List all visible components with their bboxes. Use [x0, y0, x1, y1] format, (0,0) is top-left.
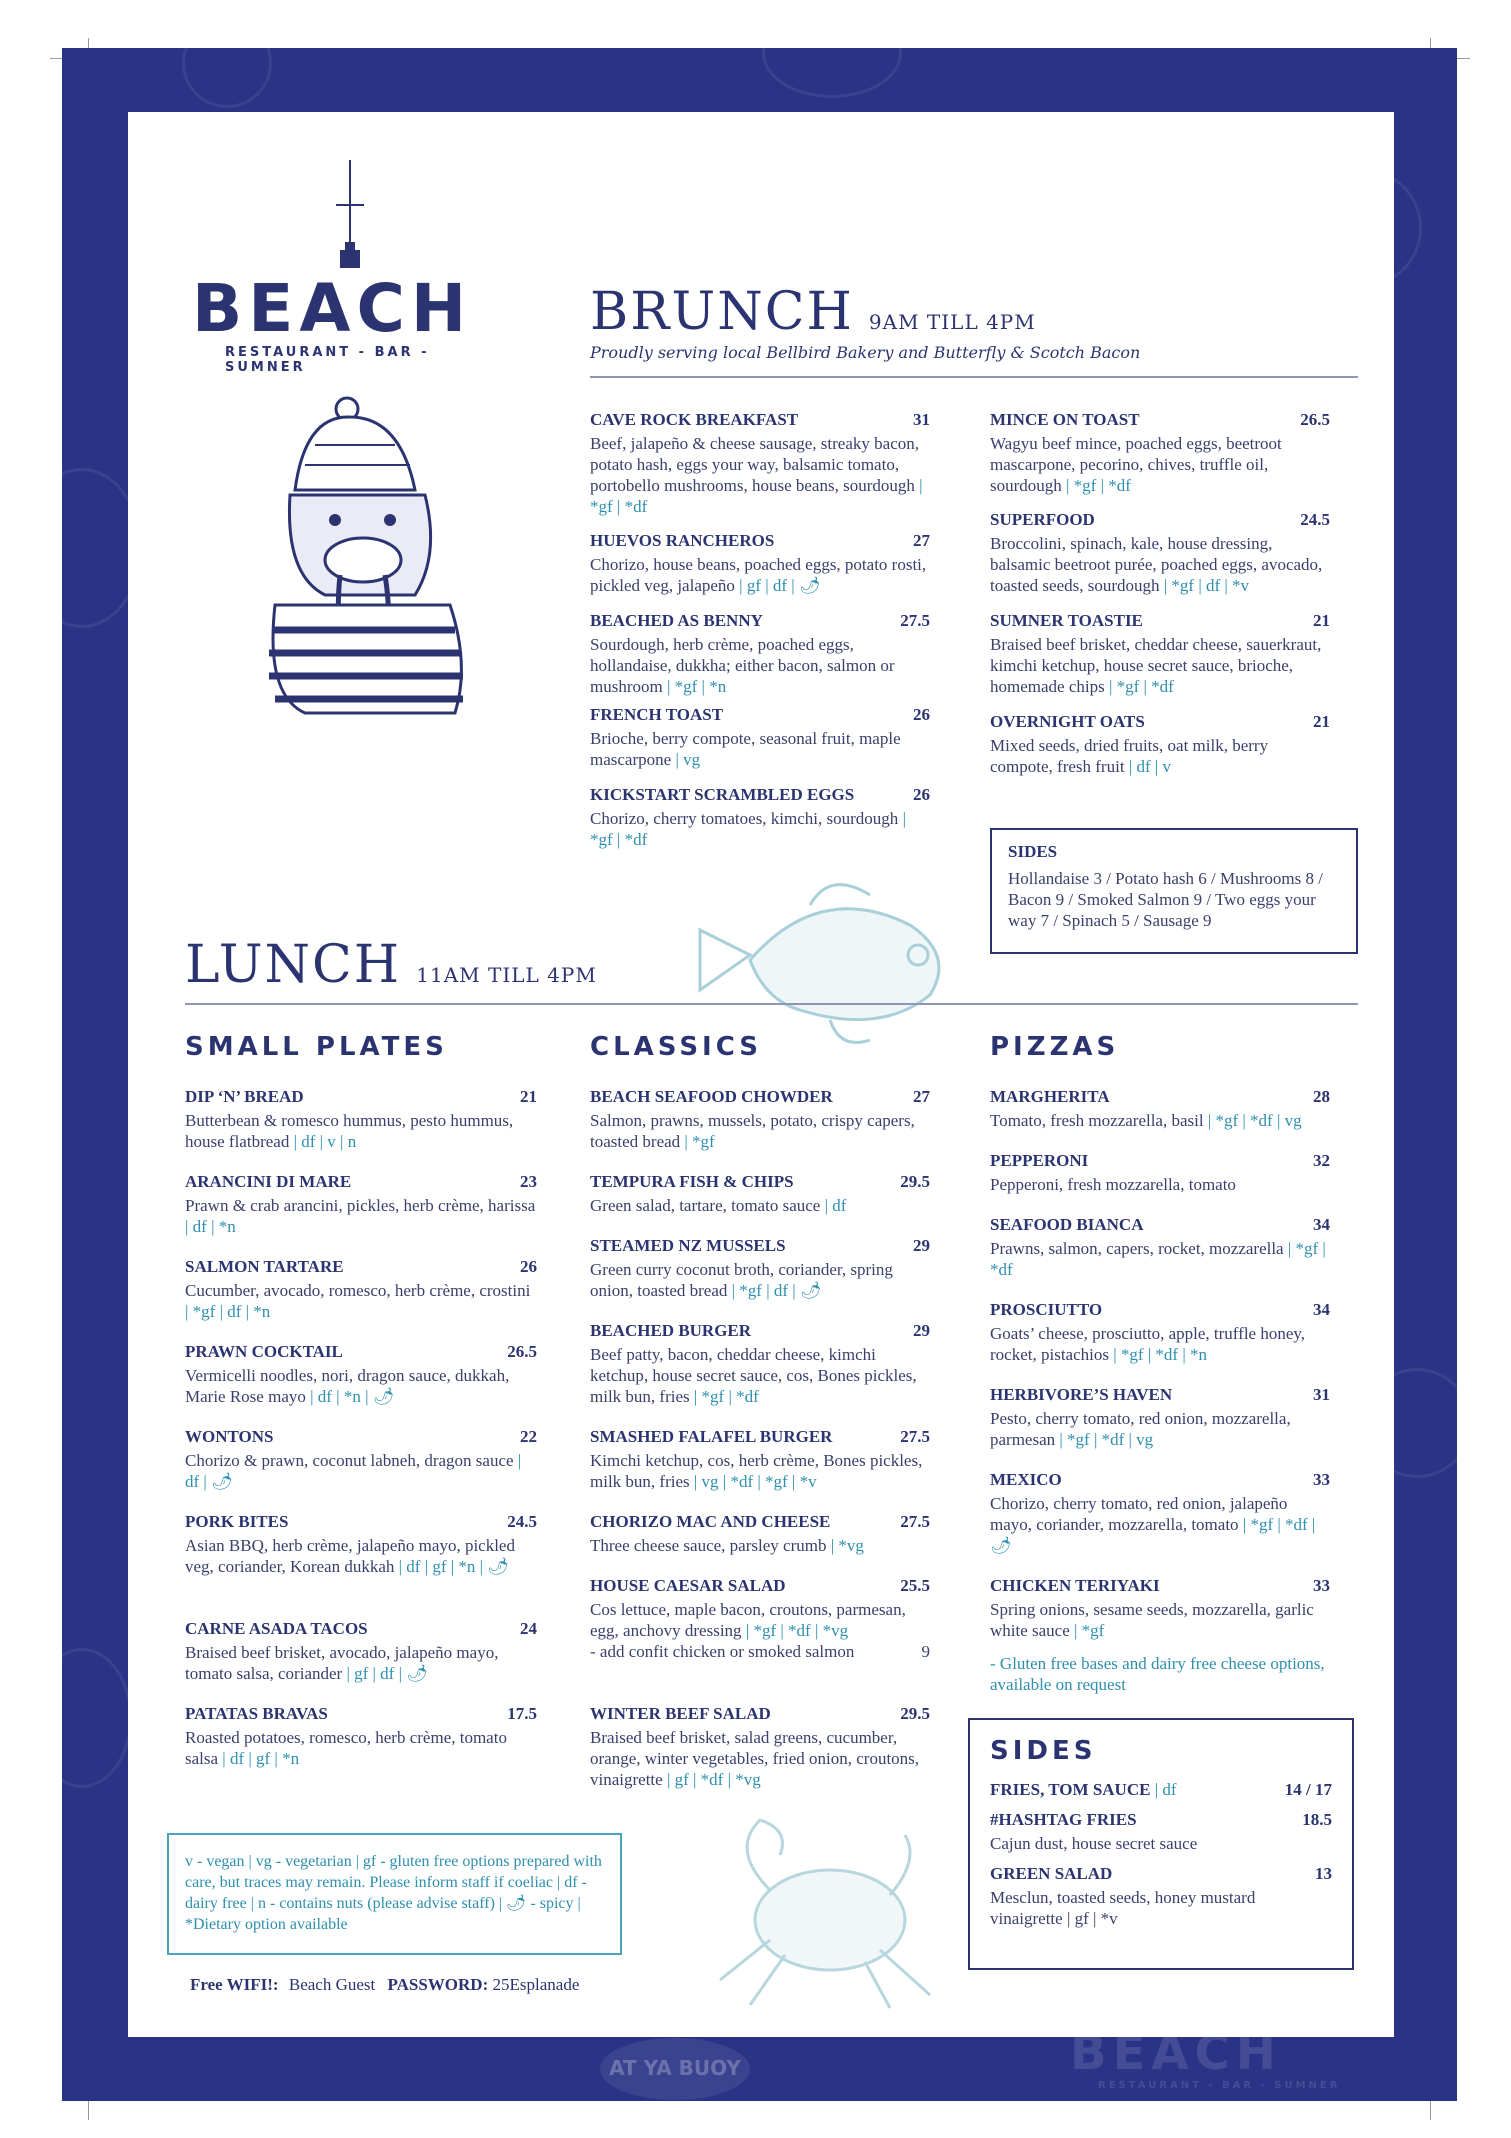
item-price: 25.5: [900, 1576, 930, 1595]
item-desc: Spring onions, sesame seeds, mozzarella, garlic white sauce: [990, 1600, 1314, 1640]
menu-item: [590, 1576, 930, 1662]
item-price: 24: [520, 1619, 537, 1638]
menu-item: [590, 785, 930, 850]
dietary-tags: | *gf: [1074, 1621, 1105, 1640]
item-name: #HASHTAG FRIES: [990, 1810, 1137, 1829]
brunch-tagline: Proudly serving local Bellbird Bakery and Butterfly & Scotch Bacon: [590, 343, 1141, 362]
menu-item: [990, 1385, 1330, 1450]
brunch-header: [590, 282, 1350, 342]
dietary-tags: | *gf | *df: [590, 809, 906, 849]
brunch-title: BRUNCH: [590, 282, 854, 342]
item-desc: Chorizo, cherry tomatoes, kimchi, sourdough: [590, 809, 899, 828]
item-name: OVERNIGHT OATS: [990, 712, 1145, 731]
dietary-tags: | vg: [675, 750, 701, 769]
dietary-tags: | *gf: [684, 1132, 715, 1151]
menu-item: [590, 611, 930, 697]
menu-item: [990, 410, 1330, 496]
menu-item: [590, 705, 930, 770]
item-name: CAVE ROCK BREAKFAST: [590, 410, 799, 429]
item-price: 26.5: [507, 1342, 537, 1361]
menu-item: [590, 1172, 930, 1216]
item-desc: Pepperoni, fresh mozzarella, tomato: [990, 1175, 1236, 1194]
item-desc: Brioche, berry compote, seasonal fruit, maple mascarpone: [590, 729, 901, 769]
menu-item: [185, 1512, 537, 1577]
dietary-tags: | *gf | df | 🌶: [731, 1281, 822, 1300]
logo-wordmark: BEACH: [192, 270, 473, 347]
menu-item: [590, 410, 930, 517]
addon-price: 9: [921, 1642, 930, 1661]
item-desc: Chorizo, cherry tomato, red onion, jalapeño mayo, coriander, mozzarella, tomato: [990, 1494, 1288, 1534]
mast-icon: [330, 160, 370, 270]
item-name: HUEVOS RANCHEROS: [590, 531, 775, 550]
item-desc: Cajun dust, house secret sauce: [990, 1834, 1198, 1853]
item-name: FRENCH TOAST: [590, 705, 724, 724]
pizzas-title: PIZZAS: [990, 1032, 1120, 1062]
dietary-tags: | df | v: [1128, 757, 1172, 776]
menu-item: [185, 1704, 537, 1769]
dietary-tags: | *gf | df | *n: [185, 1302, 271, 1321]
item-price: 26.5: [1300, 410, 1330, 429]
item-name: HOUSE CAESAR SALAD: [590, 1576, 786, 1595]
dietary-legend: v - vegan | vg - vegetarian | gf - gluten free options prepared with care, but traces may remain. Please inform staff if coeliac | df - dairy free | n - contains nuts (please advise staff) | 🌶 - spicy | *Dietary option available: [185, 1853, 602, 1933]
item-price: 27.5: [900, 1512, 930, 1531]
item-desc: Braised beef brisket, cheddar cheese, sauerkraut, kimchi ketchup, house secret sauce, brioche, homemade chips: [990, 635, 1322, 696]
footer-logo: BEACH: [1070, 2025, 1282, 2081]
menu-item: [590, 1427, 930, 1492]
brunch-sides-box: [990, 828, 1358, 954]
item-name: KICKSTART SCRAMBLED EGGS: [590, 785, 855, 804]
item-desc: Mixed seeds, dried fruits, oat milk, berry compote, fresh fruit: [990, 736, 1269, 776]
menu-item: [990, 1470, 1330, 1556]
item-desc: Roasted potatoes, romesco, herb crème, tomato salsa: [185, 1728, 507, 1768]
item-price: 21: [520, 1087, 537, 1106]
item-price: 29: [913, 1321, 930, 1340]
item-name: GREEN SALAD: [990, 1864, 1113, 1883]
item-price: 22: [520, 1427, 537, 1446]
addon-text: - add confit chicken or smoked salmon: [590, 1642, 855, 1661]
pizza-gluten-note: - Gluten free bases and dairy free cheese options, available on request: [990, 1654, 1325, 1694]
item-desc: Mesclun, toasted seeds, honey mustard vinaigrette | gf | *v: [990, 1888, 1256, 1928]
wifi-password-label: PASSWORD:: [387, 1975, 489, 1994]
item-desc: Cucumber, avocado, romesco, herb crème, crostini: [185, 1281, 531, 1300]
item-desc: Asian BBQ, herb crème, jalapeño mayo, pickled veg, coriander, Korean dukkah: [185, 1536, 515, 1576]
wifi-password: 25Esplanade: [492, 1975, 580, 1994]
item-price: 28: [1313, 1087, 1330, 1106]
sides-list: Hollandaise 3 / Potato hash 6 / Mushrooms 8 / Bacon 9 / Smoked Salmon 9 / Two eggs your way 7 / Spinach 5 / Sausage 9: [1008, 869, 1323, 930]
menu-item: [990, 712, 1330, 777]
item-price: 29: [913, 1236, 930, 1255]
item-price: 27: [913, 1087, 930, 1106]
dietary-tags: | *gf | *df | 🌶: [990, 1515, 1316, 1555]
buoy-badge: AT YA BUOY: [600, 2038, 750, 2100]
item-price: 13: [1315, 1864, 1332, 1883]
item-price: 29.5: [900, 1172, 930, 1191]
lunch-time: 11AM TILL 4PM: [416, 963, 597, 987]
item-price: 21: [1313, 712, 1330, 731]
item-price: 27.5: [900, 1427, 930, 1446]
item-name: ARANCINI DI MARE: [185, 1172, 352, 1191]
crab-illustration: [690, 1810, 960, 2010]
menu-item: [990, 611, 1330, 697]
menu-item: [990, 1215, 1330, 1280]
logo-subtitle: RESTAURANT - BAR - SUMNER: [225, 345, 430, 375]
item-desc: Beef patty, bacon, cheddar cheese, kimchi ketchup, house secret sauce, cos, Bones pickles, milk bun, fries: [590, 1345, 917, 1406]
item-desc: Wagyu beef mince, poached eggs, beetroot mascarpone, pecorino, chives, truffle oil, sourdough: [990, 434, 1282, 495]
lunch-title: LUNCH: [185, 935, 402, 995]
item-name: SUPERFOOD: [990, 510, 1095, 529]
item-desc: Pesto, cherry tomato, red onion, mozzarella, parmesan: [990, 1409, 1291, 1449]
item-desc: Broccolini, spinach, kale, house dressing, balsamic beetroot purée, poached eggs, avocado, toasted seeds, sourdough: [990, 534, 1323, 595]
lunch-header: [185, 935, 885, 995]
item-name: CHICKEN TERIYAKI: [990, 1576, 1160, 1595]
small-plates-title: SMALL PLATES: [185, 1032, 448, 1062]
item-price: 24.5: [1300, 510, 1330, 529]
dietary-tags: | df | gf | *n: [222, 1749, 300, 1768]
dietary-tags: | df: [1154, 1780, 1177, 1799]
menu-item: [185, 1342, 537, 1407]
item-desc: Salmon, prawns, mussels, potato, crispy capers, toasted bread: [590, 1111, 915, 1151]
item-name: STEAMED NZ MUSSELS: [590, 1236, 786, 1255]
dietary-tags: | *gf | *df: [990, 1239, 1326, 1279]
item-name: SUMNER TOASTIE: [990, 611, 1143, 630]
item-desc: Vermicelli noodles, nori, dragon sauce, dukkah, Marie Rose mayo: [185, 1366, 510, 1406]
item-name: WONTONS: [185, 1427, 274, 1446]
menu-item: [590, 1512, 930, 1556]
item-desc: Goats’ cheese, prosciutto, apple, truffle honey, rocket, pistachios: [990, 1324, 1306, 1364]
menu-item: [590, 1236, 930, 1301]
dietary-tags: | gf | df | 🌶: [739, 576, 821, 595]
menu-item: [990, 1151, 1330, 1195]
item-name: BEACHED BURGER: [590, 1321, 752, 1340]
dietary-tags: | df | 🌶: [185, 1451, 522, 1491]
item-name: WINTER BEEF SALAD: [590, 1704, 771, 1723]
walrus-illustration: [265, 395, 480, 715]
sides-title: SIDES: [1008, 842, 1058, 861]
item-name: MARGHERITA: [990, 1087, 1110, 1106]
item-name: BEACH SEAFOOD CHOWDER: [590, 1087, 833, 1106]
classics-title: CLASSICS: [590, 1032, 763, 1062]
menu-item: [590, 531, 930, 596]
dietary-tags: | df | v | n: [293, 1132, 357, 1151]
item-name: SMASHED FALAFEL BURGER: [590, 1427, 833, 1446]
item-name: MEXICO: [990, 1470, 1062, 1489]
side-item: [990, 1864, 1332, 1929]
item-name: PEPPERONI: [990, 1151, 1089, 1170]
dietary-tags: | df | *n | 🌶: [310, 1387, 395, 1406]
item-desc: Green salad, tartare, tomato sauce: [590, 1196, 821, 1215]
item-desc: Green curry coconut broth, coriander, spring onion, toasted bread: [590, 1260, 893, 1300]
dietary-tags: | df | *n: [185, 1217, 236, 1236]
dietary-tags: | *gf | *df | *n: [1113, 1345, 1208, 1364]
item-price: 33: [1313, 1470, 1330, 1489]
menu-item: [185, 1257, 537, 1322]
item-price: 14 / 17: [1284, 1780, 1332, 1799]
dietary-tags: | *gf | *df: [1066, 476, 1131, 495]
item-name: FRIES, TOM SAUCE: [990, 1780, 1151, 1799]
dietary-tags: | vg | *df | *gf | *v: [693, 1472, 817, 1491]
item-price: 26: [913, 705, 930, 724]
item-price: 21: [1313, 611, 1330, 630]
item-price: 17.5: [507, 1704, 537, 1723]
item-desc: Prawns, salmon, capers, rocket, mozzarella: [990, 1239, 1284, 1258]
item-name: PATATAS BRAVAS: [185, 1704, 328, 1723]
item-price: 24.5: [507, 1512, 537, 1531]
item-name: DIP ‘N’ BREAD: [185, 1087, 304, 1106]
item-price: 23: [520, 1172, 537, 1191]
item-name: MINCE ON TOAST: [990, 410, 1140, 429]
dietary-tags: | *gf | df | *v: [1163, 576, 1250, 595]
dietary-tags: | gf | df | 🌶: [346, 1664, 428, 1683]
dietary-tags: | gf | *df | *vg: [666, 1770, 761, 1789]
lunch-divider: [185, 1003, 1358, 1005]
lunch-sides-box: [968, 1718, 1354, 1970]
wifi-info: [190, 1975, 690, 1995]
dietary-tags: | *gf | *df: [590, 476, 923, 516]
item-price: 27.5: [900, 611, 930, 630]
brunch-divider: [590, 376, 1358, 378]
item-price: 32: [1313, 1151, 1330, 1170]
item-desc: Butterbean & romesco hummus, pesto hummus, house flatbread: [185, 1111, 514, 1151]
item-price: 31: [913, 410, 930, 429]
menu-item: [990, 1087, 1330, 1131]
item-name: HERBIVORE’S HAVEN: [990, 1385, 1173, 1404]
dietary-tags: | *gf | *df: [693, 1387, 759, 1406]
menu-item: [990, 510, 1330, 596]
item-name: TEMPURA FISH & CHIPS: [590, 1172, 794, 1191]
item-desc: Tomato, fresh mozzarella, basil: [990, 1111, 1204, 1130]
item-desc: Braised beef brisket, salad greens, cucumber, orange, winter vegetables, fried onion, croutons, vinaigrette: [590, 1728, 920, 1789]
item-desc: Chorizo & prawn, coconut labneh, dragon sauce: [185, 1451, 514, 1470]
side-item: [990, 1810, 1332, 1854]
menu-item: [185, 1087, 537, 1152]
dietary-legend-box: [167, 1833, 622, 1955]
dietary-tags: | df: [824, 1196, 847, 1215]
menu-item: [590, 1321, 930, 1407]
item-price: 31: [1313, 1385, 1330, 1404]
menu-item: [185, 1172, 537, 1237]
item-desc: Three cheese sauce, parsley crumb: [590, 1536, 827, 1555]
item-name: PORK BITES: [185, 1512, 289, 1531]
item-desc: Chorizo, house beans, poached eggs, potato rosti, pickled veg, jalapeño: [590, 555, 927, 595]
item-name: CARNE ASADA TACOS: [185, 1619, 368, 1638]
item-price: 18.5: [1302, 1810, 1332, 1829]
menu-item: [185, 1619, 537, 1684]
dietary-tags: | *gf | *df | *vg: [745, 1621, 849, 1640]
dietary-tags: | df | gf | *n | 🌶: [398, 1557, 509, 1576]
menu-item: [990, 1300, 1330, 1365]
item-desc: Braised beef brisket, avocado, jalapeño mayo, tomato salsa, coriander: [185, 1643, 499, 1683]
menu-item: [590, 1704, 930, 1790]
item-name: CHORIZO MAC AND CHEESE: [590, 1512, 831, 1531]
item-desc: Cos lettuce, maple bacon, croutons, parmesan, egg, anchovy dressing: [590, 1600, 906, 1640]
menu-item: [590, 1087, 930, 1152]
item-name: SEAFOOD BIANCA: [990, 1215, 1144, 1234]
item-name: SALMON TARTARE: [185, 1257, 344, 1276]
item-price: 33: [1313, 1576, 1330, 1595]
wifi-label: Free WIFI!:: [190, 1975, 279, 1994]
dietary-tags: | *gf | *df: [1108, 677, 1174, 696]
item-desc: Sourdough, herb crème, poached eggs, hollandaise, dukkha; either bacon, salmon or mushroom: [590, 635, 895, 696]
item-name: PRAWN COCKTAIL: [185, 1342, 343, 1361]
dietary-tags: | *gf | *df | vg: [1207, 1111, 1302, 1130]
menu-item: [990, 1576, 1330, 1641]
menu-item: [185, 1427, 537, 1492]
dietary-tags: | *gf | *n: [666, 677, 727, 696]
footer-logo-sub: RESTAURANT - BAR - SUMNER: [1098, 2080, 1341, 2091]
item-price: 34: [1313, 1215, 1330, 1234]
sides-title: SIDES: [990, 1736, 1097, 1766]
side-item: [990, 1780, 1332, 1800]
item-desc: Kimchi ketchup, cos, herb crème, Bones pickles, milk bun, fries: [590, 1451, 923, 1491]
item-price: 27: [913, 531, 930, 550]
item-price: 26: [913, 785, 930, 804]
item-name: BEACHED AS BENNY: [590, 611, 763, 630]
item-name: PROSCIUTTO: [990, 1300, 1103, 1319]
item-price: 26: [520, 1257, 537, 1276]
item-desc: Prawn & crab arancini, pickles, herb crème, harissa: [185, 1196, 536, 1215]
item-price: 34: [1313, 1300, 1330, 1319]
dietary-tags: | *gf | *df | vg: [1059, 1430, 1154, 1449]
brunch-time: 9AM TILL 4PM: [868, 310, 1036, 334]
item-price: 29.5: [900, 1704, 930, 1723]
item-desc: Beef, jalapeño & cheese sausage, streaky bacon, potato hash, eggs your way, balsamic tomato, portobello mushrooms, house beans, sourdough: [590, 434, 919, 495]
wifi-network: Beach Guest: [288, 1975, 376, 1994]
dietary-tags: | *vg: [830, 1536, 864, 1555]
